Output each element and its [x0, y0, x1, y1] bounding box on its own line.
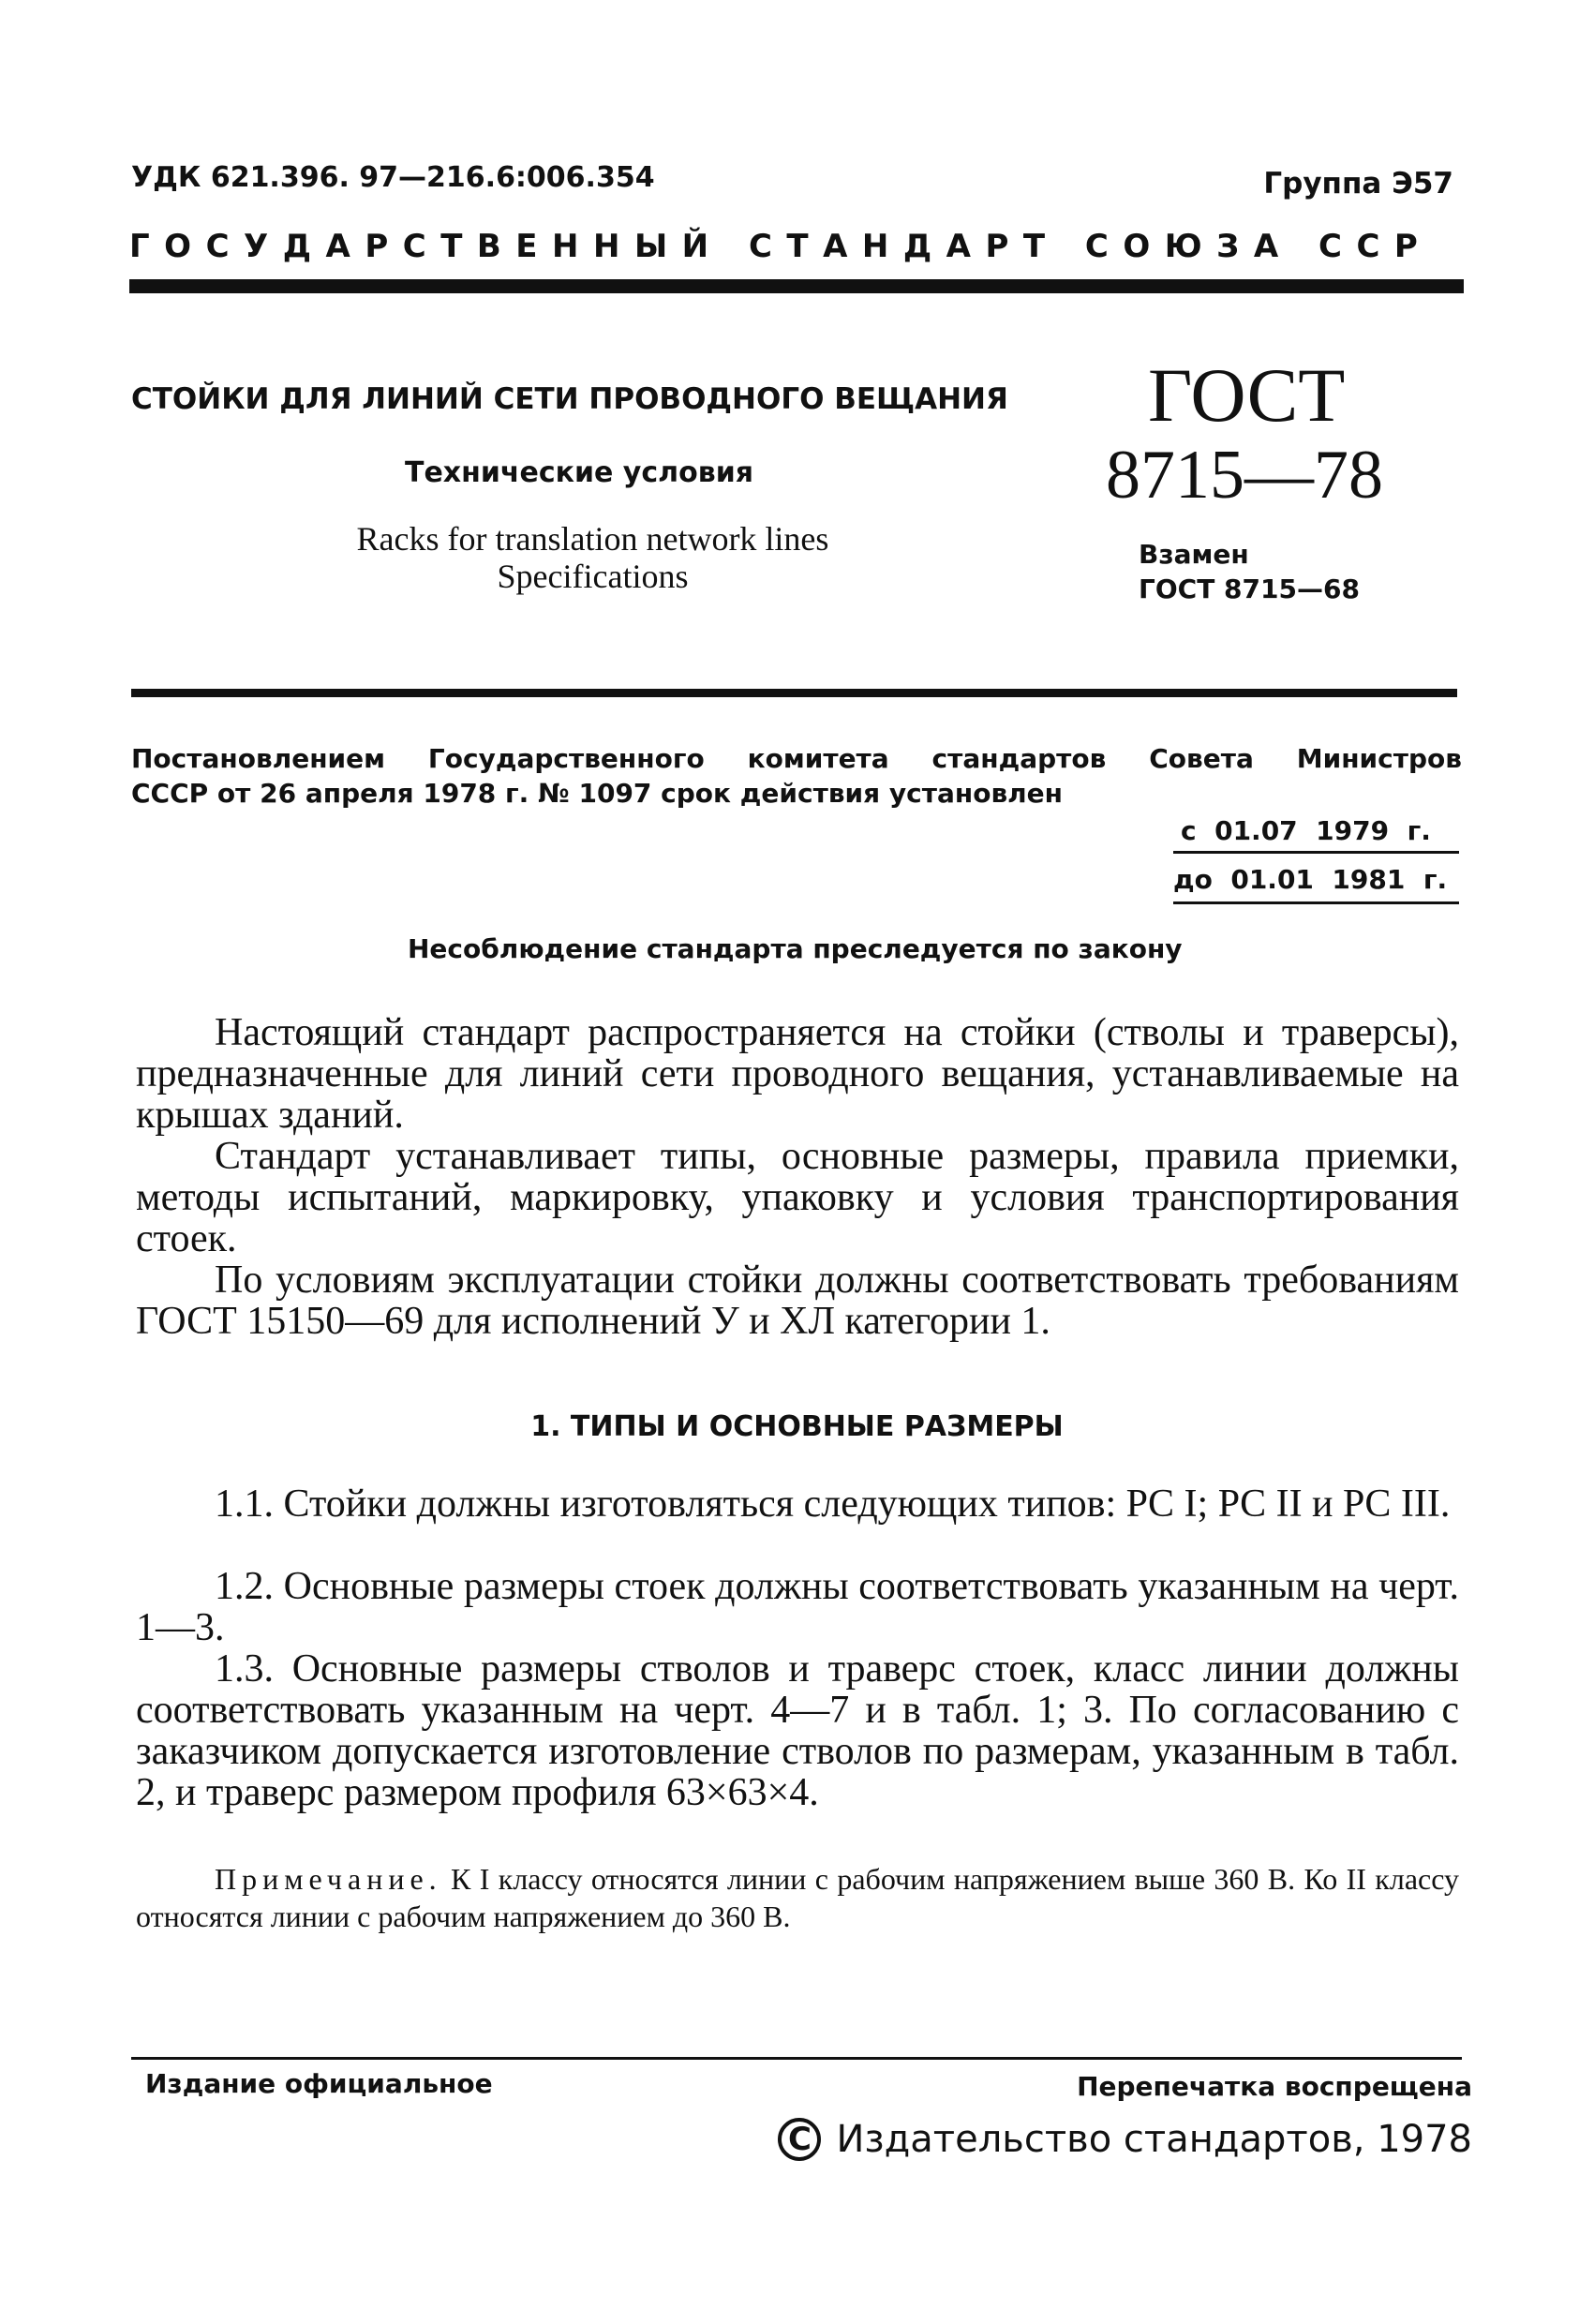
- paragraph-scope: Настоящий стандарт распространяется на стойки (стволы и траверсы), предназначенные для линий сети проводного вещания, устанавливаемые на крышах зданий.: [136, 1011, 1459, 1137]
- english-title-line-1: Racks for translation network lines: [356, 520, 829, 558]
- replaces-label: Взамен: [1139, 539, 1249, 570]
- paragraph-conditions: По условиям эксплуатации стойки должны соответствовать требованиям ГОСТ 15150—69 для исполнений У и ХЛ категории 1.: [136, 1259, 1459, 1343]
- effective-from-date: с 01.07 1979 г.: [1181, 815, 1431, 846]
- copyright-text: Издательство стандартов, 1978: [836, 2118, 1472, 2161]
- date-rule: [1173, 851, 1459, 854]
- gost-label: ГОСТ: [1148, 352, 1346, 438]
- english-title-line-2: Specifications: [497, 558, 689, 595]
- header-rule: [129, 279, 1464, 293]
- paragraph-contents: Стандарт устанавливает типы, основные размеры, правила приемки, методы испытаний, маркировку, упаковку и условия транспортирования стоек.: [136, 1135, 1459, 1260]
- note-label: Примечание.: [215, 1862, 442, 1896]
- note-text: К I классу относятся линии с рабочим напряжением выше 360 В. Ко II классу относятся линии с рабочим напряжением до 360 В.: [136, 1862, 1459, 1933]
- copyright-icon: C: [778, 2118, 821, 2161]
- document-title: СТОЙКИ ДЛЯ ЛИНИЙ СЕТИ ПРОВОДНОГО ВЕЩАНИЯ: [131, 382, 1008, 416]
- title-rule: [131, 689, 1457, 697]
- document-subtitle: Технические условия: [405, 456, 753, 489]
- reprint-prohibited-label: Перепечатка воспрещена: [1077, 2071, 1472, 2102]
- section-heading: 1. ТИПЫ И ОСНОВНЫЕ РАЗМЕРЫ: [530, 1410, 1064, 1443]
- clause-1-3: 1.3. Основные размеры стволов и траверс стоек, класс линии должны соответствовать указанным на черт. 4—7 и в табл. 1; 3. По согласованию с заказчиком допускается изготовление стволов по размерам, указанным в табл. 2, и траверс размером профиля 63×63×4.: [136, 1647, 1459, 1814]
- effective-to-date: до 01.01 1981 г.: [1173, 864, 1448, 895]
- legal-warning: Несоблюдение стандарта преследуется по закону: [408, 933, 1183, 964]
- clause-1-2: 1.2. Основные размеры стоек должны соответствовать указанным на черт. 1—3.: [136, 1565, 1459, 1649]
- udk-code: УДК 621.396. 97—216.6:006.354: [131, 161, 655, 194]
- replaces-gost: ГОСТ 8715—68: [1139, 574, 1360, 604]
- english-title: [272, 520, 914, 595]
- copyright-line: [778, 2118, 1472, 2161]
- clause-1-1: 1.1. Стойки должны изготовляться следующих типов: PC I; PC II и PC III.: [215, 1482, 1451, 1526]
- official-edition-label: Издание официальное: [145, 2068, 493, 2099]
- footer-rule: [131, 2057, 1462, 2060]
- decree-line-1: Постановлением Государственного комитета стандартов Совета Министров: [131, 743, 1462, 774]
- gost-number: 8715—78: [1106, 437, 1383, 514]
- date-rule-bottom: [1173, 901, 1459, 904]
- note: [136, 1860, 1459, 1935]
- state-standard-heading: ГОСУДАРСТВЕННЫЙ СТАНДАРТ СОЮЗА ССР: [129, 228, 1433, 265]
- decree-line-2: СССР от 26 апреля 1978 г. № 1097 срок действия установлен: [131, 778, 1064, 809]
- group-code: Группа Э57: [1263, 167, 1453, 201]
